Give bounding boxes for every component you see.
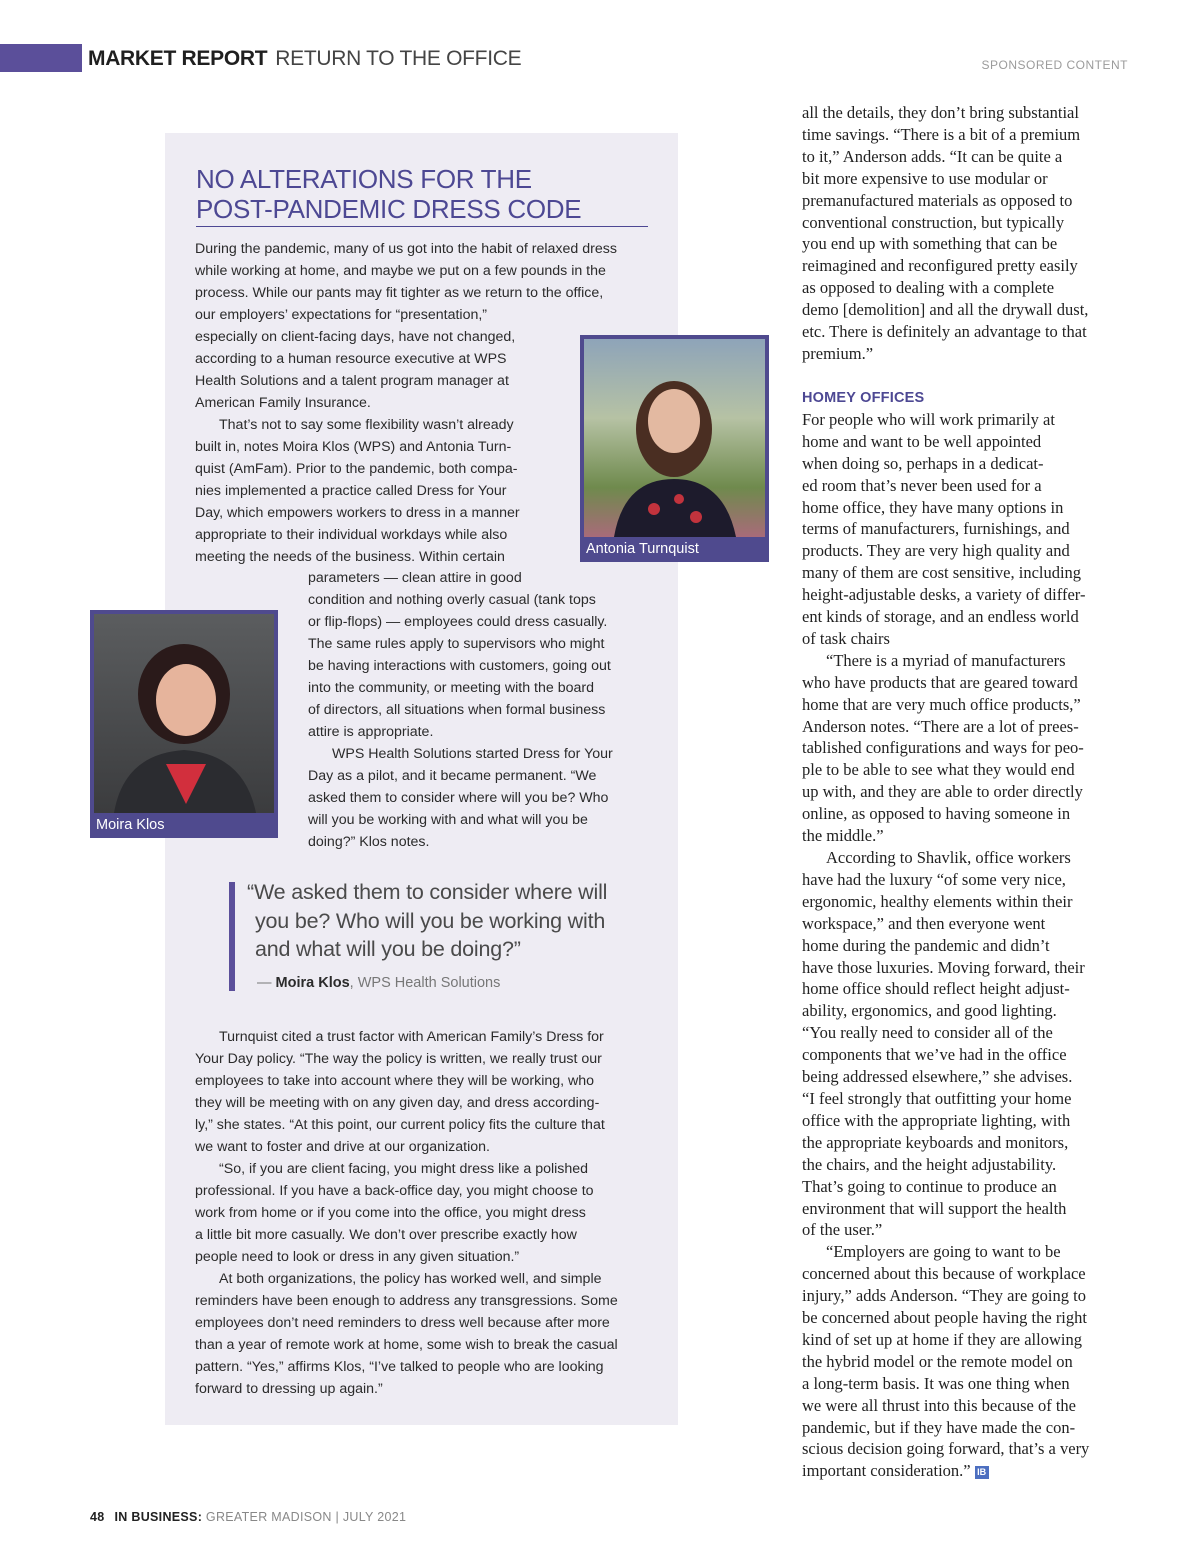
sidebar-title-line: NO ALTERATIONS FOR THE [196, 164, 532, 194]
text-line: For people who will work primarily at [802, 409, 1055, 429]
text-line: height-adjustable desks, a variety of differ- [802, 585, 1086, 605]
text-line: we were all thrust into this because of the [802, 1395, 1076, 1415]
text-line: “You really need to consider all of the [802, 1023, 1053, 1043]
portrait-placeholder-icon [584, 339, 765, 537]
photo-moira-klos [90, 610, 278, 838]
text-line: process. While our pants may fit tighter as we return to the office, [195, 285, 604, 301]
text-line: “So, if you are client facing, you might dress like a polished [219, 1161, 589, 1177]
right-column [802, 102, 1132, 1482]
right-para-1 [802, 102, 1132, 365]
portrait-image [584, 339, 765, 537]
text-line: products. They are very high quality and [802, 541, 1070, 561]
text-line: tablished configurations and ways for peo- [802, 738, 1084, 758]
portrait-placeholder-icon [94, 614, 274, 813]
text-line: meeting the needs of the business. Within certain [195, 549, 505, 565]
text-line: injury,” adds Anderson. “They are going to [802, 1286, 1086, 1306]
header-title [88, 44, 521, 74]
header-accent-bar [0, 44, 82, 72]
text-line: the chairs, and the height adjustability. [802, 1154, 1057, 1174]
text-line: According to Shavlik, office workers [826, 848, 1071, 867]
text-line: according to a human resource executive at WPS [195, 351, 507, 367]
text-line: the appropriate keyboards and monitors, [802, 1132, 1069, 1152]
sidebar-title [196, 164, 648, 227]
text-line: to it,” Anderson adds. “It can be quite a [802, 146, 1063, 166]
text-line: reimagined and reconfigured pretty easily [802, 256, 1078, 276]
portrait-image [94, 614, 274, 813]
text-line: into the community, or meeting with the board [308, 680, 594, 696]
text-line: reminders have been enough to address any transgressions. Some [195, 1293, 618, 1309]
text-line: “There is a myriad of manufacturers [826, 650, 1066, 670]
text-line: home office should reflect height adjust- [802, 979, 1070, 999]
pull-quote-bar [229, 882, 235, 991]
text-line: have had the luxury “of some very nice, [802, 869, 1066, 889]
text-line: of directors, all situations when formal business [308, 702, 606, 718]
text-line: Health Solutions and a talent program manager at [195, 373, 509, 389]
edition-info: GREATER MADISON | JULY 2021 [202, 1510, 407, 1524]
text-line: who have products that are geared toward [802, 672, 1078, 692]
text-line: work from home or if you come into the office, you might dress [195, 1205, 586, 1221]
text-line: ly,” she states. “At this point, our current policy fits the culture that [195, 1117, 605, 1133]
text-line: condition and nothing overly casual (tank tops [308, 592, 596, 608]
text-line: employees to take into account where they will be working, who [195, 1073, 595, 1089]
text-line: demo [demolition] and all the drywall dust, [802, 300, 1089, 320]
text-line: home and want to be well appointed [802, 431, 1042, 451]
pull-quote-attribution [257, 972, 500, 994]
text-line: ent kinds of storage, and an endless world [802, 607, 1079, 627]
text-line: asked them to consider where will you be? Who [308, 790, 609, 806]
text-line: The same rules apply to supervisors who might [308, 636, 605, 652]
text-line: time savings. “There is a bit of a premium [802, 124, 1081, 144]
text-line: office with the appropriate lighting, with [802, 1110, 1071, 1130]
text-line: being addressed elsewhere,” she advises. [802, 1067, 1073, 1087]
text-line: terms of manufacturers, furnishings, and [802, 519, 1070, 539]
text-line: be concerned about people having the right [802, 1308, 1087, 1328]
text-line: of task chairs [802, 628, 890, 648]
quote-line: “We asked them to consider where will [247, 880, 608, 904]
text-line: people need to look or dress in any given situation.” [195, 1249, 520, 1265]
text-line: That’s not to say some flexibility wasn’t already [219, 417, 514, 433]
text-line: bit more expensive to use modular or [802, 168, 1048, 188]
text-line: Day, which empowers workers to dress in a manner [195, 505, 520, 521]
text-line: as opposed to dealing with a complete [802, 278, 1055, 298]
text-line: attire is appropriate. [308, 724, 434, 740]
pull-quote [247, 878, 657, 964]
text-line: pattern. “Yes,” affirms Klos, “I’ve talked to people who are looking [195, 1359, 604, 1375]
end-mark-icon: IB [975, 1466, 989, 1479]
right-para-2 [802, 409, 1132, 1482]
sponsored-label: SPONSORED CONTENT [981, 58, 1128, 72]
text-line: Your Day policy. “The way the policy is written, we really trust our [195, 1051, 602, 1067]
text-line: be having interactions with customers, going out [308, 658, 611, 674]
text-line: especially on client-facing days, have not changed, [195, 329, 516, 345]
text-line: you end up with something that can be [802, 234, 1058, 254]
text-line: the middle.” [802, 826, 884, 846]
text-line: when doing so, perhaps in a dedicat- [802, 453, 1044, 473]
header-topic: RETURN TO THE OFFICE [275, 47, 522, 70]
text-line: they will be meeting with on any given day, and dress according- [195, 1095, 600, 1111]
text-line: home office, they have many options in [802, 497, 1064, 517]
sidebar-text-block-c [195, 1026, 655, 1400]
text-line: of the user.” [802, 1220, 883, 1240]
text-line: or flip-flops) — employees could dress casually. [308, 614, 608, 630]
text-line: premanufactured materials as opposed to [802, 190, 1073, 210]
text-line: conventional construction, but typically [802, 212, 1065, 232]
photo-caption: Moira Klos [96, 817, 165, 833]
text-line: Day as a pilot, and it became permanent. “We [308, 768, 597, 784]
text-line: than a year of remote work at home, some wish to break the casual [195, 1337, 618, 1353]
text-line: concerned about this because of workplace [802, 1264, 1086, 1284]
text-line: our employers’ expectations for “presentation,” [195, 307, 488, 323]
sidebar-title-line: POST-PANDEMIC DRESS CODE [196, 194, 582, 224]
text-line: kind of set up at home if they are allowing [802, 1329, 1082, 1349]
text-line: premium.” [802, 343, 874, 363]
text-line: a little bit more casually. We don’t over prescribe exactly how [195, 1227, 577, 1243]
publication-name: IN BUSINESS: [114, 1510, 203, 1524]
page-number: 48 [90, 1510, 105, 1524]
photo-caption: Antonia Turnquist [586, 541, 699, 557]
text-line: components that we’ve had in the office [802, 1045, 1067, 1065]
text-line: up with, and they are able to order directly [802, 782, 1083, 802]
text-line: employees don’t need reminders to dress well because after more [195, 1315, 610, 1331]
photo-antonia-turnquist [580, 335, 769, 562]
attribution-name: Moira Klos [275, 975, 350, 991]
text-line: “Employers are going to want to be [826, 1242, 1061, 1262]
page-footer [90, 1508, 406, 1526]
text-line: Turnquist cited a trust factor with American Family’s Dress for [219, 1029, 604, 1045]
text-line: we want to foster and drive at our organization. [195, 1139, 490, 1155]
text-line: During the pandemic, many of us got into the habit of relaxed dress [195, 241, 617, 257]
text-line: online, as opposed to having someone in [802, 804, 1071, 824]
text-line: built in, notes Moira Klos (WPS) and Antonia Turn- [195, 439, 512, 455]
text-line: the hybrid model or the remote model on [802, 1351, 1073, 1371]
subhead-homey-offices: HOMEY OFFICES [802, 389, 925, 406]
text-line: etc. There is definitely an advantage to that [802, 322, 1087, 342]
text-line: WPS Health Solutions started Dress for Your [332, 746, 613, 762]
text-line: pandemic, but if they have made the con- [802, 1417, 1076, 1437]
quote-line: and what will you be doing?” [255, 937, 521, 961]
attribution-org: , WPS Health Solutions [349, 975, 501, 991]
text-line: while working at home, and maybe we put on a few pounds in the [195, 263, 606, 279]
text-line: professional. If you have a back-office day, you might choose to [195, 1183, 594, 1199]
text-line: workspace,” and then everyone went [802, 913, 1046, 933]
text-line: Anderson notes. “There are a lot of prees- [802, 716, 1079, 736]
text-line: quist (AmFam). Prior to the pandemic, both compa- [195, 461, 518, 477]
quote-line: you be? Who will you be working with [255, 908, 606, 933]
text-line: appropriate to their individual workdays while also [195, 527, 508, 543]
text-line: ple to be able to see what they would end [802, 760, 1075, 780]
attribution-dash: — [257, 975, 276, 991]
text-line: have those luxuries. Moving forward, their [802, 957, 1085, 977]
text-line: ability, ergonomics, and good lighting. [802, 1001, 1057, 1021]
text-line: ed room that’s never been used for a [802, 475, 1042, 495]
text-line: At both organizations, the policy has worked well, and simple [219, 1271, 602, 1287]
text-line: all the details, they don’t bring substantial [802, 103, 1079, 122]
text-line: environment that will support the health [802, 1198, 1067, 1218]
text-line: forward to dressing up again.” [195, 1381, 383, 1397]
text-line: “I feel strongly that outfitting your home [802, 1088, 1072, 1108]
text-line: ergonomic, healthy elements within their [802, 891, 1073, 911]
text-line: home that are very much office products,” [802, 694, 1081, 714]
text-line: That’s going to continue to produce an [802, 1176, 1057, 1196]
text-line: many of them are cost sensitive, including [802, 563, 1082, 583]
text-line: American Family Insurance. [195, 395, 371, 411]
text-line: doing?” Klos notes. [308, 834, 430, 850]
text-line: scious decision going forward, that’s a very [802, 1439, 1090, 1459]
text-line: will you be working with and what will you be [308, 812, 588, 828]
text-line: a long-term basis. It was one thing when [802, 1373, 1070, 1393]
text-line: parameters — clean attire in good [308, 570, 522, 586]
header-section: MARKET REPORT [88, 47, 268, 70]
text-line [802, 1460, 1132, 1482]
text-line-content: important consideration.” [802, 1461, 971, 1481]
text-line: nies implemented a practice called Dress for Your [195, 483, 507, 499]
sidebar-text-block-b [308, 567, 653, 853]
text-line: home during the pandemic and didn’t [802, 935, 1050, 955]
